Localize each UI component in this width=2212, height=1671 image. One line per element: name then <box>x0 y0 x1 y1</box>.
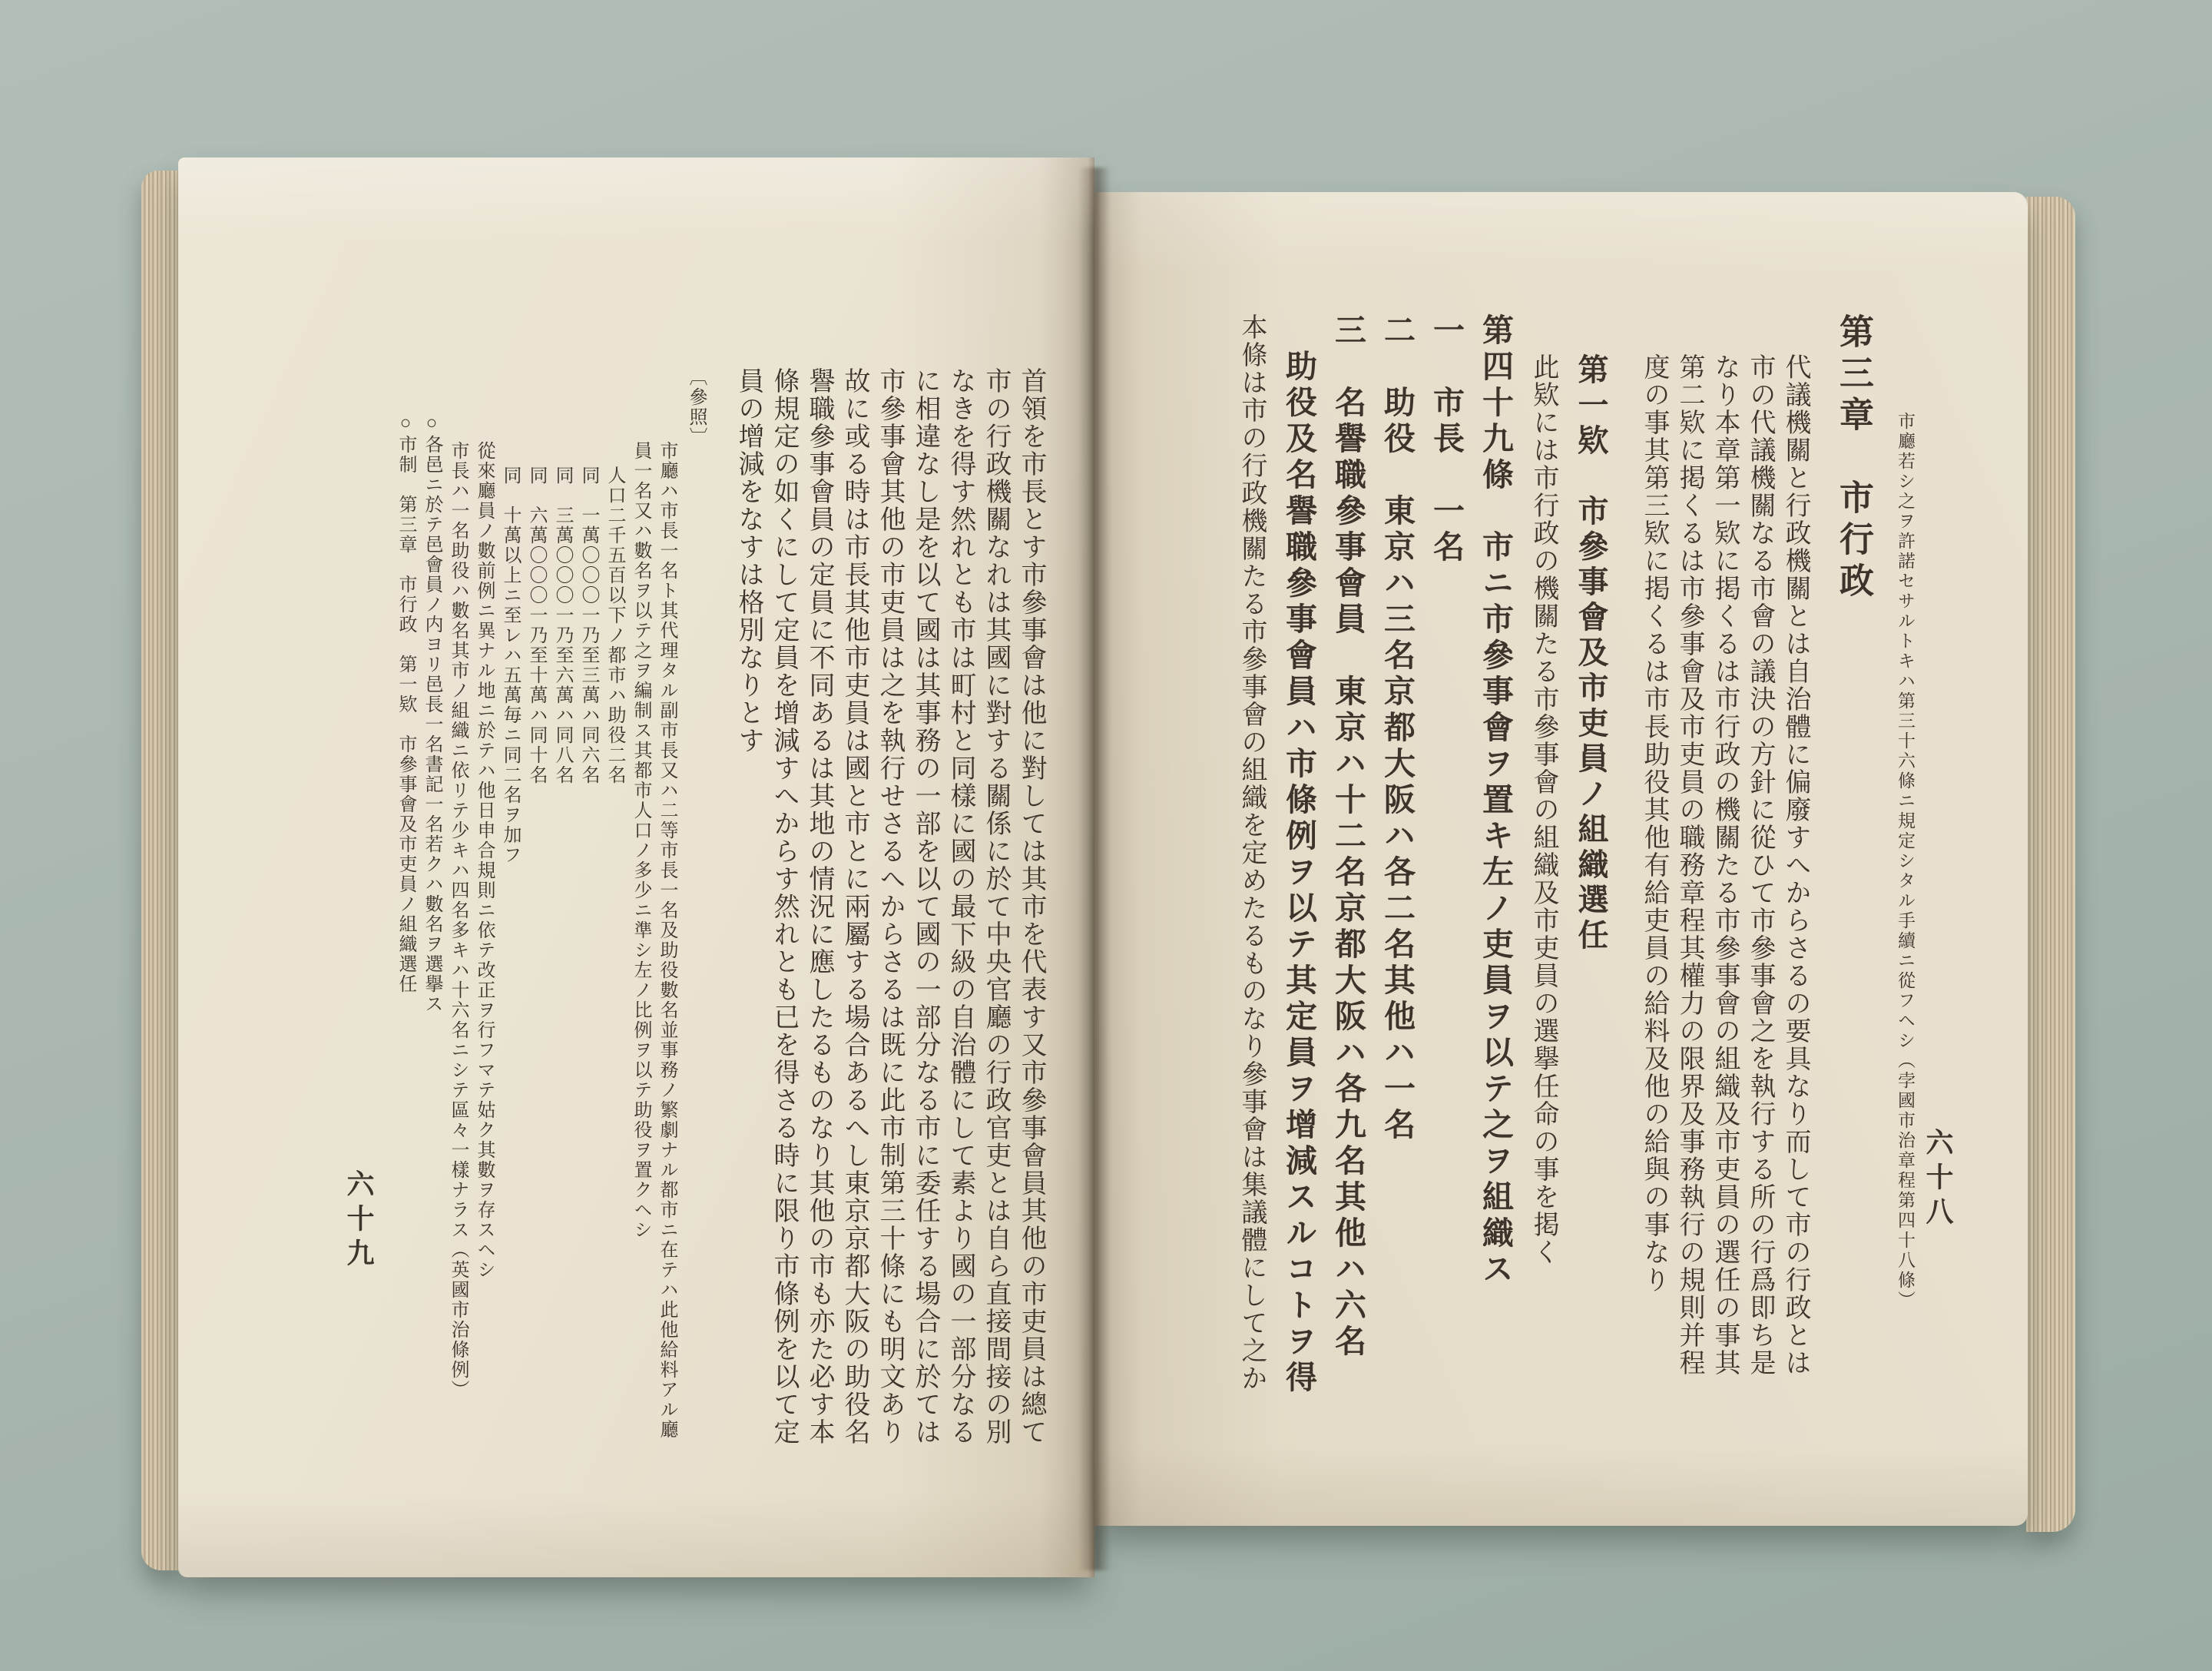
reference-column: 同 十萬以上ニ至レハ五萬毎ニ同二名ヲ加フ <box>500 466 520 865</box>
commentary-column: に相違なし是を以て國は其事務の一部を以て國の一部分なる市に委任する場合に於ては <box>911 367 939 1446</box>
reference-column: ○市制 第三章 市行政 第一欵 市參事會及市吏員ノ組織選任 <box>396 413 416 994</box>
chapter-intro-column: 度の事其第三欵に掲くるは市長助役其他有給吏員の給料及他の給與の事なり <box>1640 353 1668 1294</box>
reference-column: 市長ハ一名助役ハ數名其市ノ組織ニ依リテ少キハ四名多キハ十六名ニシテ區々一樣ナラス（英國市治條例） <box>448 441 468 1400</box>
article-heading-column: 第四十九條 市ニ市參事會ヲ置キ左ノ吏員ヲ以テ之ヲ組織ス <box>1478 313 1513 1288</box>
left-page-text-block <box>225 367 1048 1510</box>
reference-column: ○各邑ニ於テ邑會員ノ内ヨリ邑長一名書記一名若クハ數名ヲ選擧ス <box>422 413 442 1014</box>
book-page-right <box>1094 192 2028 1526</box>
commentary-column: 市の行政機關なれは其國に對する關係に於て中央官廳の行政官吏とは自ら直接間接の別 <box>982 367 1010 1446</box>
page-edge-stack-right <box>2026 197 2075 1532</box>
page-number-left: 六十九 <box>343 1169 374 1273</box>
section-heading: 第一欵 市參事會及市吏員ノ組織選任 <box>1574 353 1608 954</box>
chapter-heading: 第三章 市行政 <box>1834 313 1873 604</box>
commentary-column: 譽職參事會員の定員に不同あるは其地の情況に應したるものなり其他の市も亦た必す本 <box>805 367 833 1446</box>
commentary-column: 故に或る時は市長其他市吏員は國と市とに兩屬する場合あるへし東京京都大阪の助役名 <box>840 367 869 1446</box>
chapter-intro-column: 代議機關と行政機關とは自治體に偏廢すへからさるの要具なり而して市の行政とは <box>1781 353 1810 1377</box>
reference-column: 從來廳員ノ數前例ニ異ナル地ニ於テハ他日申合規則ニ依テ改正ヲ行フマテ姑ク其數ヲ存スヘシ <box>474 441 494 1280</box>
commentary-column: 市參事會其他の市吏員は之を執行せさるへからさるは既に此市制第三十條にも明文あり <box>876 367 904 1446</box>
article-item-column: 三 名譽職參事會員 東京ハ十二名京都大阪ハ各九名其他ハ六名 <box>1330 313 1366 1361</box>
page-edge-stack-left <box>141 171 180 1570</box>
margin-note-column: 市廳若シ之ヲ許諾セサルトキハ第三十六條ニ規定シタル手續ニ從フヘシ（孛國市治章程第四十八條） <box>1896 412 1915 1311</box>
commentary-column: 條規定の如くにして定員を增減すへからす然れとも已を得さる時に限り市條例を以て定 <box>770 367 798 1446</box>
reference-column: 人口二千五百以下ノ都市ハ助役二名 <box>604 466 624 785</box>
chapter-intro-column: なり本章第一欵に掲くるは市行政の機關たる市參事會の組織及市吏員の選任の事其 <box>1710 353 1739 1377</box>
reference-column: 員一名又ハ數名ヲ以テ之ヲ編制ス其都市人口ノ多少ニ準シ左ノ比例ヲ以テ助役ヲ置クヘシ <box>631 441 651 1240</box>
page-number-right: 六十八 <box>1922 1128 1953 1232</box>
book-gutter-shadow <box>1078 167 1111 1570</box>
section-note-column: 此欵には市行政の機關たる市參事會の組織及市吏員の選擧任命の事を掲く <box>1529 353 1558 1266</box>
commentary-column: 首領を市長とす市參事會は他に對しては其市を代表す又市參事會員其他の市吏員は總て <box>1017 367 1045 1446</box>
commentary-column: 本條は市の行政機關たる市參事會の組織を定めたるものなり參事會は集議體にして之か <box>1237 313 1266 1392</box>
commentary-column: 員の增減をなすは格別なりとす <box>734 367 763 754</box>
reference-column: 同 三萬〇〇〇一乃至六萬ハ同八名 <box>552 466 572 785</box>
article-item-column: 一 市長 一名 <box>1429 313 1464 566</box>
chapter-intro-column: 第二欵に掲くるは市參事會及市吏員の職務章程其權力の限界及事務執行の規則并程 <box>1675 353 1704 1377</box>
book-page-left <box>178 157 1094 1577</box>
commentary-column: なきを得す然れとも市は町村と同樣に國の最下級の自治體にして素より國の一部分なる <box>946 367 975 1446</box>
reference-column: 同 六萬〇〇〇一乃至十萬ハ同十名 <box>526 466 546 785</box>
reference-column: 市廳ハ市長一名ト其代理タル副市長又ハ二等市長一名及助役數名並事務ノ繁劇ナル都市ニ在テハ此他給料アル廳 <box>657 441 677 1440</box>
reference-label: 〔參照〕 <box>686 367 706 447</box>
chapter-intro-column: 市の代議機關なる市會の議決の方針に從ひて市參事會之を執行する所の行爲即ち是 <box>1746 353 1774 1377</box>
article-proviso-column: 助役及名譽職參事會員ハ市條例ヲ以テ其定員ヲ增減スルコトヲ得 <box>1281 350 1316 1397</box>
article-item-column: 二 助役 東京ハ三名京都大阪ハ各二名其他ハ一名 <box>1379 313 1415 1144</box>
reference-column: 同 一萬〇〇〇一乃至三萬ハ同六名 <box>578 466 598 785</box>
right-page-text-block <box>1129 313 1920 1517</box>
